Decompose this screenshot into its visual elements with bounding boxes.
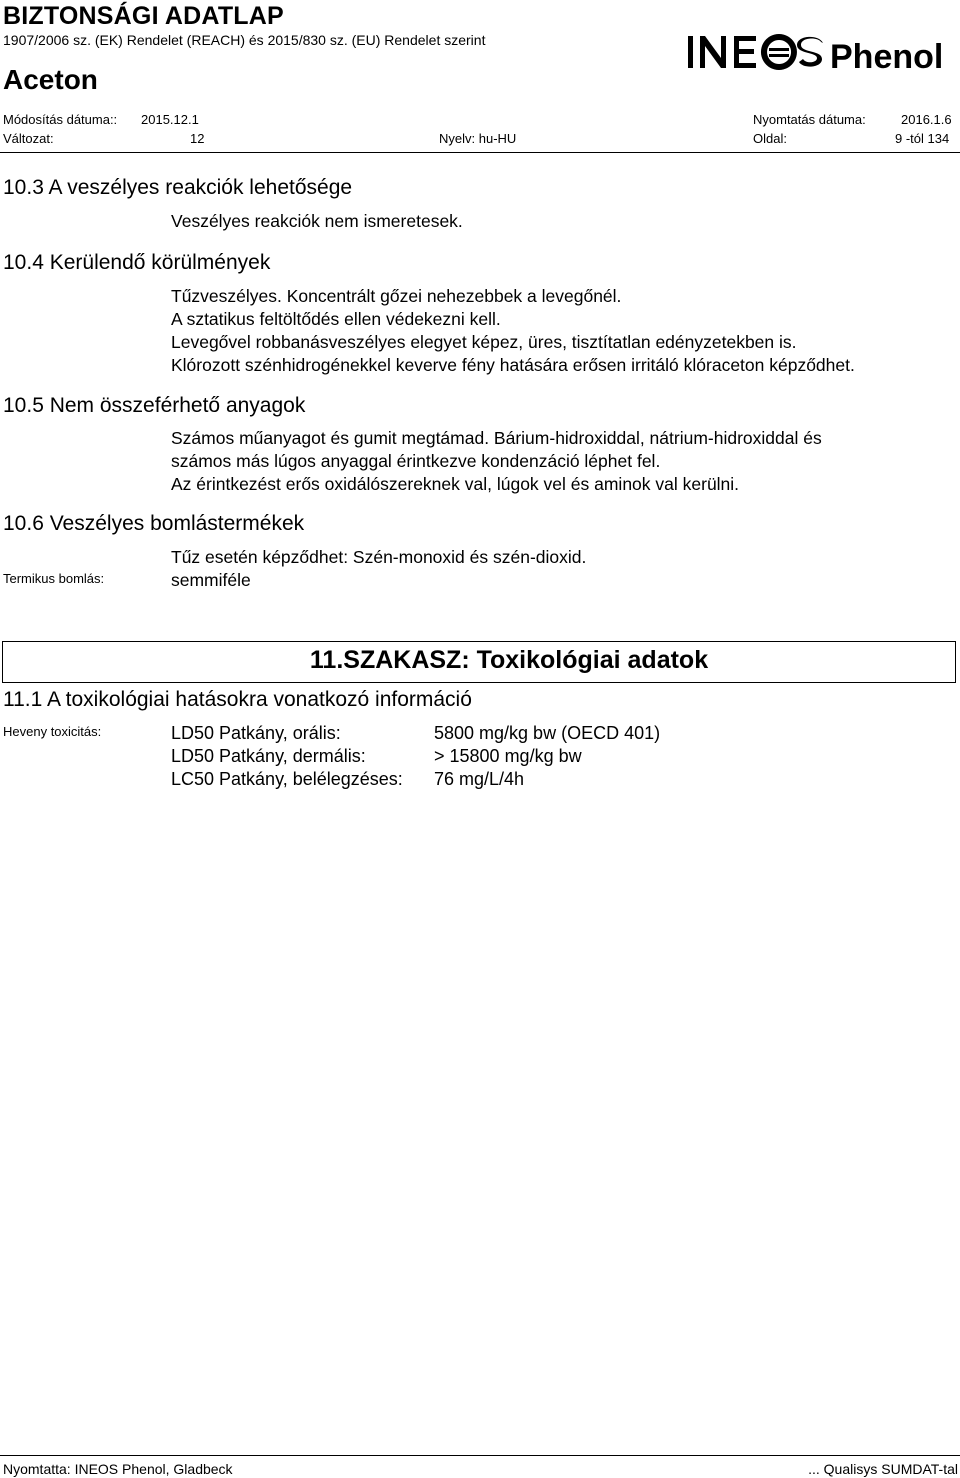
section-10-5-line: Számos műanyagot és gumit megtámad. Bárium-hidroxiddal, nátrium-hidroxiddal és (171, 428, 822, 448)
print-date-value: 2016.1.6 (901, 112, 952, 127)
section-10-4-heading: 10.4 Kerülendő körülmények (3, 251, 271, 274)
document-title: BIZTONSÁGI ADATLAP (3, 2, 284, 30)
section-10-4-line: A sztatikus feltöltődés ellen védekezni kell. (171, 309, 501, 329)
toxicity-row-value: 76 mg/L/4h (434, 769, 525, 789)
ineos-phenol-logo (686, 30, 958, 74)
regulation-line: 1907/2006 sz. (EK) Rendelet (REACH) és 2015/830 sz. (EU) Rendelet szerint (3, 32, 486, 48)
thermal-decomposition-label: Termikus bomlás: (3, 571, 105, 586)
footer-divider (0, 1455, 960, 1456)
page-value: 9 -tól 134 (895, 131, 950, 146)
svg-text:Phenol: Phenol (830, 38, 944, 74)
section-10-5-heading: 10.5 Nem összeférhető anyagok (3, 394, 306, 417)
section-10-3-text: Veszélyes reakciók nem ismeretesek. (171, 211, 463, 231)
product-name: Aceton (3, 64, 98, 95)
footer-software: ... Qualisys SUMDAT-tal (808, 1461, 958, 1477)
section-10-4-line: Levegővel robbanásveszélyes elegyet képez, üres, tisztítatlan edényzetekben is. (171, 332, 797, 352)
section-11-title-box (2, 641, 956, 683)
print-date-label: Nyomtatás dátuma: (753, 112, 866, 127)
footer-printed-by: Nyomtatta: INEOS Phenol, Gladbeck (3, 1461, 233, 1477)
toxicity-row-value: 5800 mg/kg bw (OECD 401) (434, 723, 661, 743)
section-10-5-line: számos más lúgos anyaggal érintkezve kondenzáció léphet fel. (171, 451, 661, 471)
toxicity-row-name: LD50 Patkány, dermális: (171, 746, 366, 766)
modification-date-label: Módosítás dátuma:: (3, 112, 118, 127)
toxicity-row-value: > 15800 mg/kg bw (434, 746, 582, 766)
version-label: Változat: (3, 131, 54, 146)
section-10-6-line: Tűz esetén képződhet: Szén-monoxid és szén-dioxid. (171, 547, 587, 567)
modification-date-value: 2015.12.1 (141, 112, 199, 127)
section-10-4-line: Klórozott szénhidrogénekkel keverve fény hatására erősen irritáló klóraceton képződhet. (171, 355, 855, 375)
section-10-3-heading: 10.3 A veszélyes reakciók lehetősége (3, 176, 353, 199)
section-11-title: 11.SZAKASZ: Toxikológiai adatok (309, 646, 709, 674)
page-label: Oldal: (753, 131, 787, 146)
language: Nyelv: hu-HU (439, 131, 517, 146)
toxicity-row-name: LD50 Patkány, orális: (171, 723, 341, 743)
section-10-6-heading: 10.6 Veszélyes bomlástermékek (3, 512, 305, 535)
thermal-decomposition-value: semmiféle (171, 570, 251, 590)
toxicity-row-name: LC50 Patkány, belélegzéses: (171, 769, 403, 789)
acute-toxicity-label: Heveny toxicitás: (3, 724, 102, 739)
section-10-4-line: Tűzveszélyes. Koncentrált gőzei nehezebbek a levegőnél. (171, 286, 622, 306)
version-value: 12 (190, 131, 205, 146)
header-divider (0, 152, 960, 153)
section-10-5-line: Az érintkezést erős oxidálószereknek val, lúgok vel és aminok val kerülni. (171, 474, 740, 494)
section-11-1-heading: 11.1 A toxikológiai hatásokra vonatkozó információ (3, 688, 472, 711)
